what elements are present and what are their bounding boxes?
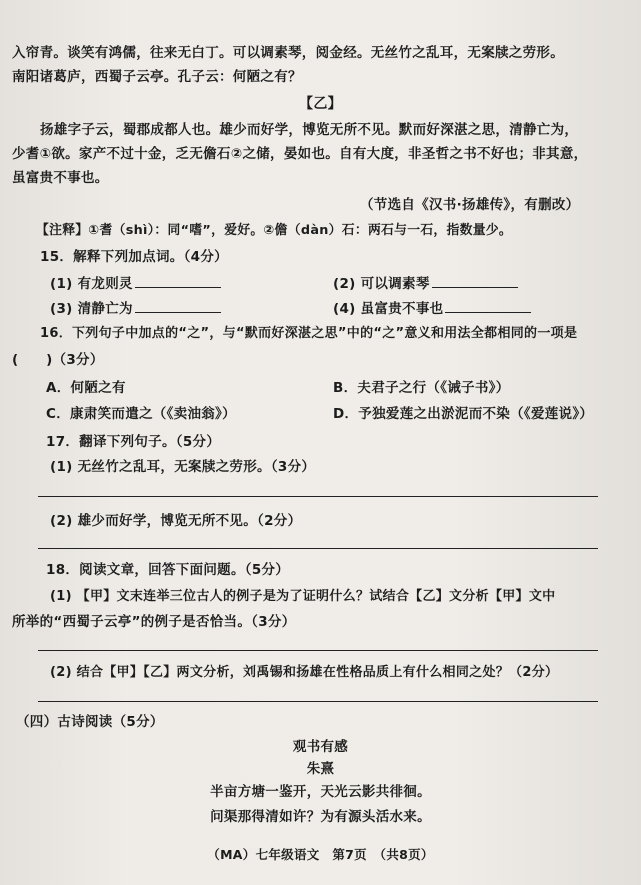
- question-16-option-a: A．何陋之有: [46, 380, 126, 396]
- question-18-sub2: (2) 结合【甲】【乙】两文分析，刘禹锡和扬雄在性格品质上有什么相同之处？（2分）: [50, 665, 559, 680]
- answer-line[interactable]: [38, 701, 598, 702]
- question-18-stem: 18．阅读文章，回答下面问题。（5分）: [46, 562, 290, 578]
- answer-blank[interactable]: [432, 273, 518, 288]
- poem-line: 半亩方塘一鉴开，天光云影共徘徊。: [210, 784, 431, 800]
- answer-blank[interactable]: [445, 298, 531, 313]
- passage-a-line: 南阳诸葛庐，西蜀子云亭。孔子云：何陋之有？: [12, 69, 302, 85]
- question-16-stem-cont: ( )（3分）: [12, 352, 104, 368]
- question-15-item: (2) 可以调素琴: [333, 273, 518, 293]
- section-4-heading: （四）古诗阅读（5分）: [16, 714, 164, 730]
- question-16-option-b: B．夫君子之行（《诫子书》）: [333, 380, 510, 396]
- poem-title: 观书有感: [292, 739, 349, 755]
- answer-line[interactable]: [38, 496, 598, 497]
- passage-a-line: 入帘青。谈笑有鸿儒，往来无白丁。可以调素琴，阅金经。无丝竹之乱耳，无案牍之劳形。: [12, 45, 564, 61]
- answer-line[interactable]: [38, 650, 598, 651]
- question-17-item: (2) 雄少而好学，博览无所不见。（2分）: [50, 513, 302, 529]
- question-18-sub1-cont: 所举的“西蜀子云亭”的例子是否恰当。（3分）: [12, 614, 296, 630]
- question-16-option-c: C．康肃笑而遣之（《卖油翁》）: [46, 406, 236, 422]
- answer-line[interactable]: [38, 548, 598, 549]
- answer-blank[interactable]: [135, 298, 221, 313]
- page-footer: （MA）七年级语文 第7页 （共8页）: [207, 847, 434, 862]
- answer-blank[interactable]: [135, 273, 221, 288]
- poem-line: 问渠那得清如许？为有源头活水来。: [210, 809, 431, 825]
- question-16-stem: 16．下列句子中加点的“之”，与“默而好深湛之思”中的“之”意义和用法全都相同的一项是: [40, 326, 578, 341]
- question-16-option-d: D．予独爱莲之出淤泥而不染（《爱莲说》）: [333, 406, 594, 422]
- question-17-stem: 17．翻译下列句子。（5分）: [46, 434, 221, 450]
- question-18-sub1: (1) 【甲】文末连举三位古人的例子是为了证明什么？试结合【乙】文分析【甲】文中: [50, 589, 556, 604]
- passage-b-heading: 【乙】: [299, 96, 342, 112]
- annotation-notes: 【注释】①耆（shì）：同“嗜”，爱好。②儋（dàn）石：两石与一石，指数量少。: [36, 223, 513, 238]
- question-15-item: (1) 有龙则灵: [50, 273, 221, 293]
- question-15-stem: 15．解释下列加点词。（4分）: [40, 249, 228, 265]
- poem-author: 朱熹: [306, 761, 335, 777]
- question-15-item: (3) 清静亡为: [50, 298, 221, 318]
- question-15-item: (4) 虽富贵不事也: [333, 298, 531, 318]
- passage-b-line: 扬雄字子云，蜀郡成都人也。雄少而好学，博览无所不见。默而好深湛之思，清静亡为，: [40, 122, 579, 138]
- passage-b-line: 虽富贵不事也。: [12, 170, 109, 186]
- question-17-item: (1) 无丝竹之乱耳，无案牍之劳形。（3分）: [50, 459, 316, 475]
- passage-b-source: （节选自《汉书·扬雄传》，有删改）: [360, 197, 580, 213]
- passage-b-line: 少耆①欲。家产不过十金，乏无儋石②之储，晏如也。自有大度，非圣哲之书不好也；非其意，: [12, 146, 588, 162]
